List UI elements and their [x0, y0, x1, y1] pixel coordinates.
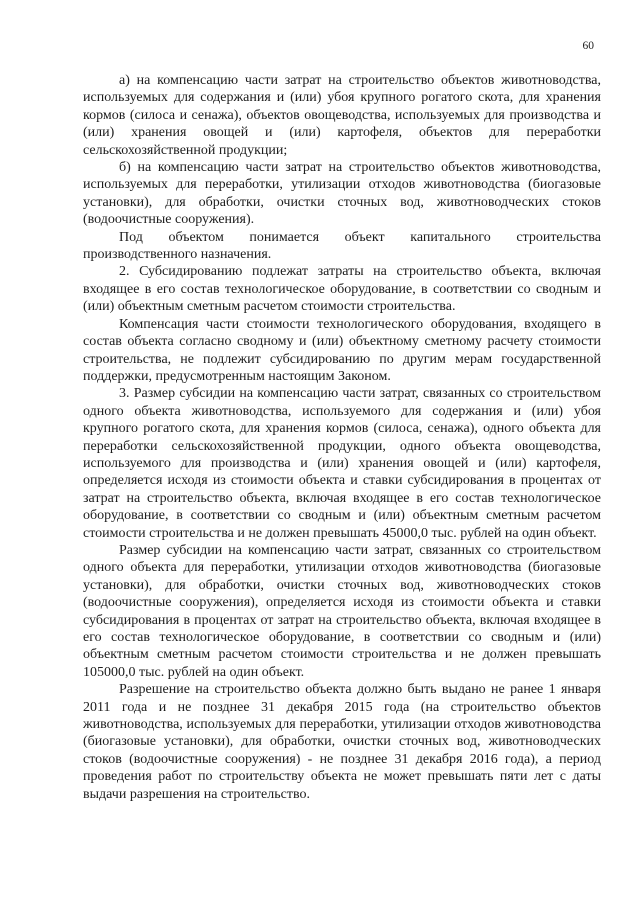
paragraph-2: 2. Субсидированию подлежат затраты на строительство объекта, включая входящее в его состав технологическое оборудование, в соответствии со сводным и (или) объектным сметным расчетом стоимости строительства.: [83, 264, 601, 315]
page-number: 60: [582, 40, 594, 52]
document-body: [83, 72, 601, 803]
paragraph-subsidy-size: Размер субсидии на компенсацию части затрат, связанных со строительством одного объекта для переработки, утилизации отходов животноводства (биогазовые установки), для обработки, очистки сточных вод, животноводческих стоков (водоочистные сооружения), определяется исходя из стоимости объекта и ставки субсидирования в процентах от затрат на строительство объекта, включая входящее в его состав технологическое оборудование, в соответствии со сводным и (или) объектным сметным расчетом стоимости строительства и не должен превышать 105000,0 тыс. рублей на один объект.: [83, 542, 601, 680]
paragraph-a: а) на компенсацию части затрат на строительство объектов животноводства, используемых для содержания и (или) убоя крупного рогатого скота, для хранения кормов (силоса и сенажа), объектов овощеводства, используемых для производства и (или) хранения овощей и (или) картофеля, объектов для переработки сельскохозяйственной продукции;: [83, 73, 601, 158]
paragraph-permit: Разрешение на строительство объекта должно быть выдано не ранее 1 января 2011 года и не позднее 31 декабря 2015 года (на строительство объектов животноводства, используемых для переработки, утилизации отходов животноводства (биогазовые установки), для обработки, очистки сточных вод, животноводческих стоков (водоочистные сооружения) - не позднее 31 декабря 2016 года), а период проведения работ по строительству объекта не может превышать пяти лет с даты выдачи разрешения на строительство.: [83, 682, 601, 802]
paragraph-3: 3. Размер субсидии на компенсацию части затрат, связанных со строительством одного объекта животноводства, используемого для содержания и (или) убоя крупного рогатого скота, для хранения кормов (силоса, сенажа), одного объекта для переработки сельскохозяйственной продукции, одного объекта овощеводства, используемого для производства и (или) хранения овощей и (или) картофеля, определяется исходя из стоимости объекта и ставки субсидирования в процентах от затрат на строительство объекта, включая входящее в его состав технологическое оборудование, в соответствии со сводным и (или) объектным сметным расчетом стоимости строительства и не должен превышать 45000,0 тыс. рублей на один объект.: [83, 386, 601, 541]
paragraph-b: б) на компенсацию части затрат на строительство объектов животноводства, используемых для переработки, утилизации отходов животноводства (биогазовые установки), для обработки, очистки сточных вод, животноводческих стоков (водоочистные сооружения).: [83, 160, 601, 228]
paragraph-equipment-compensation: Компенсация части стоимости технологического оборудования, входящего в состав объекта согласно сводному и (или) объектному сметному расчету стоимости строительства, не подлежит субсидированию по другим мерам государственной поддержки, предусмотренным настоящим Законом.: [83, 316, 601, 384]
paragraph-object-definition: Под объектом понимается объект капитального строительства производственного назначения.: [83, 229, 601, 263]
